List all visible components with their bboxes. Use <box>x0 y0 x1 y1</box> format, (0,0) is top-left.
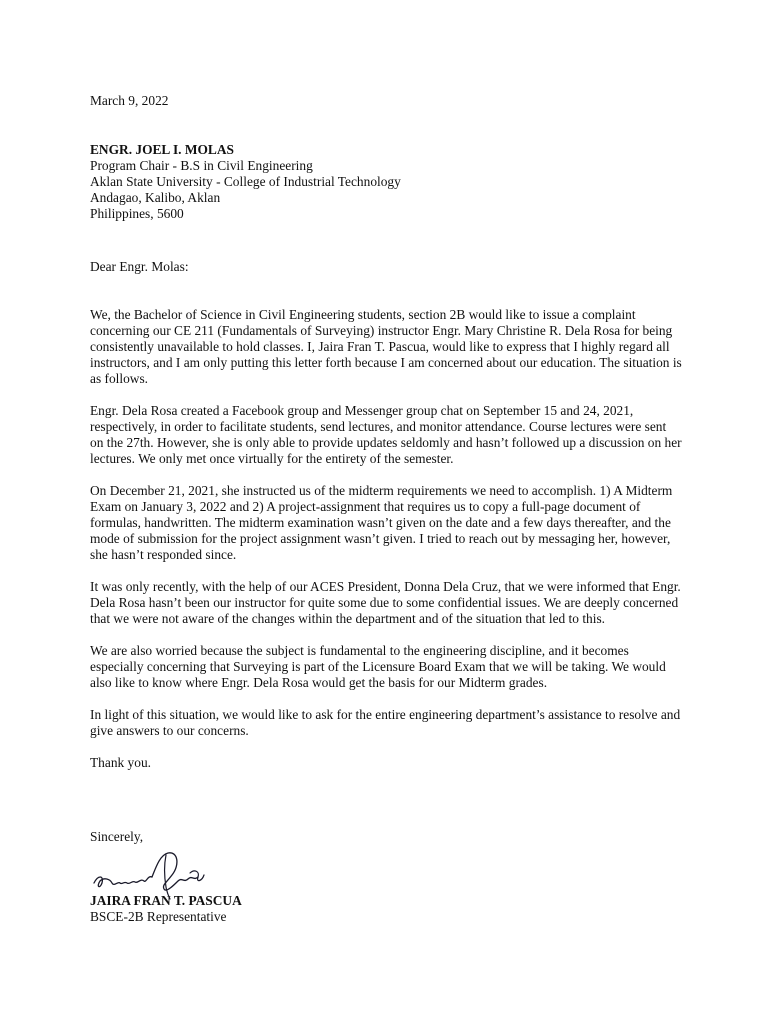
signer-name: JAIRA FRAN T. PASCUA <box>90 893 242 908</box>
recipient-title: Program Chair - B.S in Civil Engineering <box>90 158 313 173</box>
salutation: Dear Engr. Molas: <box>90 259 189 274</box>
paragraph-thanks: Thank you. <box>90 755 151 770</box>
paragraph-licensure: We are also worried because the subject is fundamental to the engineering discipline, and it becomes especially concerning that Surveying is part of the Licensure Board Exam that we will be taking. We would also like to know where Engr. Dela Rosa would get the basis for our Midterm grades. <box>90 643 666 690</box>
signer-role: BSCE-2B Representative <box>90 909 227 924</box>
paragraph-aces-president: It was only recently, with the help of our ACES President, Donna Dela Cruz, that we were informed that Engr. Dela Rosa hasn’t been our instructor for quite some due to some confidential issues. We are deeply concerned that we were not aware of the changes within the department and of the situation that led to this. <box>90 579 681 626</box>
signer-block <box>90 893 242 925</box>
handwritten-signature <box>90 845 210 900</box>
recipient-address-line-2: Philippines, 5600 <box>90 206 184 221</box>
recipient-block <box>90 142 401 222</box>
paragraph-midterm: On December 21, 2021, she instructed us of the midterm requirements we need to accomplish. 1) A Midterm Exam on January 3, 2022 and 2) A project-assignment that requires us to copy a full-page document of formulas, handwritten. The midterm examination wasn’t given on the date and a few days thereafter, and the mode of submission for the project assignment wasn’t given. I tried to reach out by messaging her, however, she hasn’t responded since. <box>90 483 673 562</box>
letter-date: March 9, 2022 <box>90 93 169 108</box>
paragraph-facebook-group: Engr. Dela Rosa created a Facebook group and Messenger group chat on September 15 and 24, 2021, respectively, in order to facilitate students, send lectures, and monitor attendance. Course lectures were sent on the 27th. However, she is only able to provide updates seldomly and hasn’t followed up a discussion on her lectures. We only met once virtually for the entirety of the semester. <box>90 403 682 466</box>
closing: Sincerely, <box>90 829 144 844</box>
recipient-address-line-1: Andagao, Kalibo, Aklan <box>90 190 221 205</box>
paragraph-request: In light of this situation, we would like to ask for the entire engineering department’s assistance to resolve and give answers to our concerns. <box>90 707 681 738</box>
recipient-name: ENGR. JOEL I. MOLAS <box>90 142 234 157</box>
letter-body <box>90 307 682 787</box>
paragraph-complaint: We, the Bachelor of Science in Civil Engineering students, section 2B would like to issue a complaint concerning our CE 211 (Fundamentals of Surveying) instructor Engr. Mary Christine R. Dela Rosa for being consistently unavailable to hold classes. I, Jaira Fran T. Pascua, would like to express that I highly regard all instructors, and I am only putting this letter forth because I am concerned about our education. The situation is as follows. <box>90 307 682 386</box>
recipient-institution: Aklan State University - College of Industrial Technology <box>90 174 401 189</box>
